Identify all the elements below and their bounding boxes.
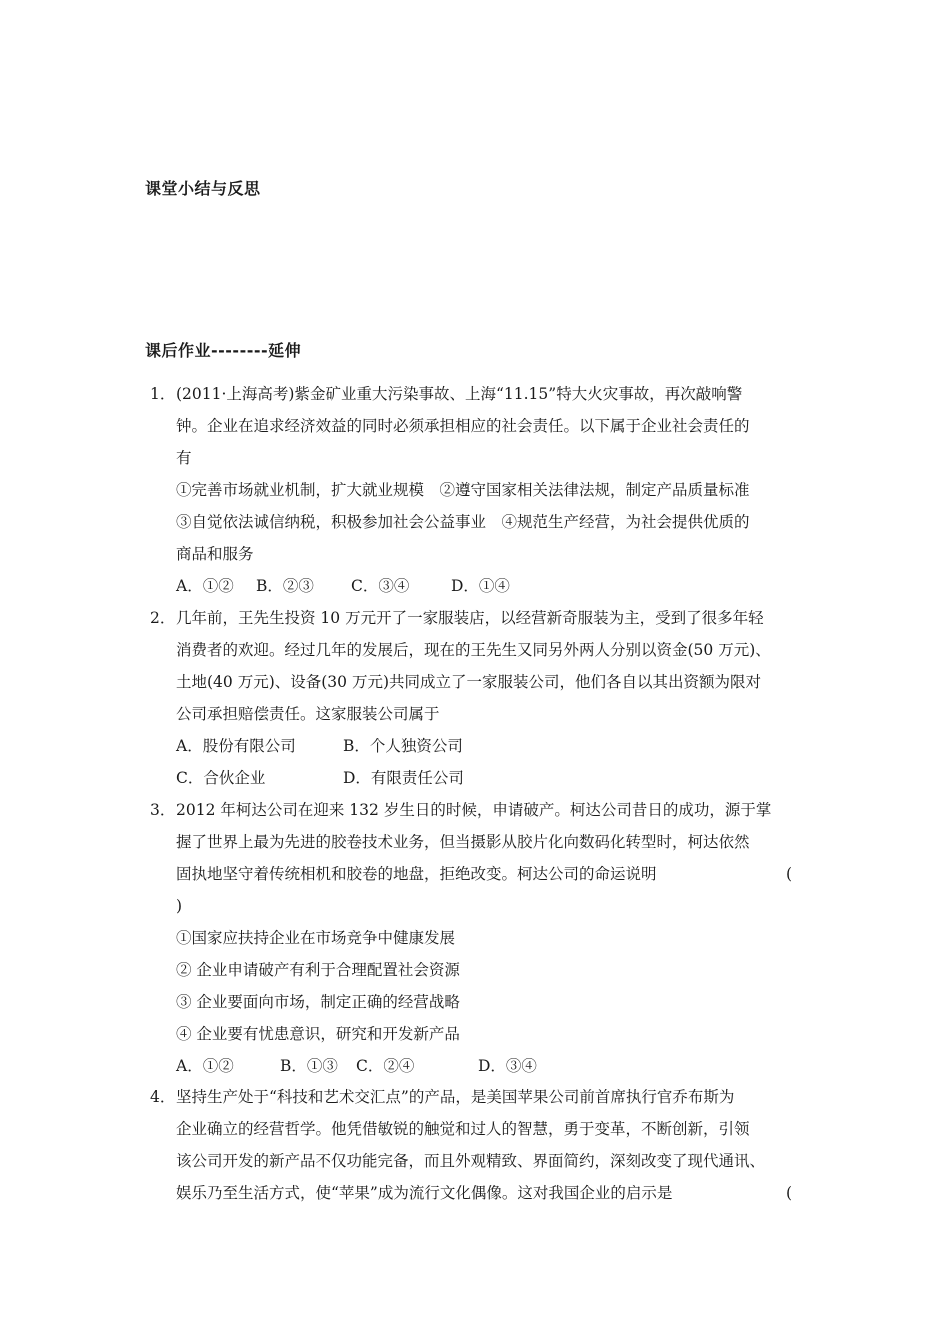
question-text: 握了世界上最为先进的胶卷技术业务，但当摄影从胶片化向数码化转型时，柯达依然	[176, 833, 750, 851]
answer-bracket-close: )	[176, 897, 183, 915]
question-text: 几年前，王先生投资 10 万元开了一家服装店，以经营新奇服装为主，受到了很多年轻	[176, 609, 764, 627]
statement-item: ④ 企业要有忧患意识，研究和开发新产品	[176, 1025, 460, 1043]
statement-item: ①完善市场就业机制，扩大就业规模 ②遵守国家相关法律法规，制定产品质量标准	[176, 481, 750, 499]
question-text: 钟。企业在追求经济效益的同时必须承担相应的社会责任。以下属于企业社会责任的	[176, 417, 750, 435]
option-b[interactable]: B．①③	[280, 1057, 338, 1075]
option-c[interactable]: C．合伙企业	[176, 769, 266, 787]
question-text: 有	[176, 449, 192, 467]
statement-item: ③自觉依法诚信纳税，积极参加社会公益事业 ④规范生产经营，为社会提供优质的	[176, 513, 750, 531]
question-number: 2．	[150, 609, 176, 627]
answer-options	[150, 762, 820, 794]
option-d[interactable]: D．有限责任公司	[343, 769, 464, 787]
statement-item: ③ 企业要面向市场，制定正确的经营战略	[176, 993, 460, 1011]
question-2	[150, 602, 820, 794]
question-4	[150, 1081, 820, 1209]
question-text: 消费者的欢迎。经过几年的发展后，现在的王先生又同另外两人分别以资金(50 万元)、	[176, 641, 771, 659]
answer-bracket-open: (	[785, 1184, 792, 1202]
answer-options	[150, 1050, 820, 1082]
question-1	[150, 378, 820, 602]
question-number: 4．	[150, 1088, 176, 1106]
option-b[interactable]: B．个人独资公司	[343, 737, 463, 755]
option-d[interactable]: D．③④	[478, 1057, 537, 1075]
option-a[interactable]: A．①②	[176, 577, 234, 595]
question-text: 2012 年柯达公司在迎来 132 岁生日的时候，申请破产。柯达公司昔日的成功，源于掌	[176, 801, 772, 819]
option-c[interactable]: C．③④	[351, 577, 410, 595]
answer-bracket-open: (	[785, 865, 792, 883]
option-d[interactable]: D．①④	[451, 577, 510, 595]
question-text: 固执地坚守着传统相机和胶卷的地盘，拒绝改变。柯达公司的命运说明	[176, 865, 657, 883]
answer-options	[150, 730, 820, 762]
question-number: 3．	[150, 801, 176, 819]
section-title-homework: 课后作业--------延伸	[145, 341, 302, 360]
option-b[interactable]: B．②③	[256, 577, 314, 595]
question-3	[150, 794, 820, 1082]
question-number: 1．	[150, 385, 176, 403]
question-text: (2011·上海高考)紫金矿业重大污染事故、上海“11.15”特大火灾事故，再次敲响警	[176, 385, 743, 403]
statement-item: 商品和服务	[176, 545, 254, 563]
option-c[interactable]: C．②④	[356, 1057, 415, 1075]
statement-item: ①国家应扶持企业在市场竞争中健康发展	[176, 929, 456, 947]
statement-item: ② 企业申请破产有利于合理配置社会资源	[176, 961, 460, 979]
question-text: 该公司开发的新产品不仅功能完备，而且外观精致、界面简约，深刻改变了现代通讯、	[176, 1152, 766, 1170]
option-a[interactable]: A．①②	[176, 1057, 234, 1075]
section-title-summary: 课堂小结与反思	[145, 179, 261, 198]
question-text: 企业确立的经营哲学。他凭借敏锐的触觉和过人的智慧，勇于变革，不断创新，引领	[176, 1120, 750, 1138]
question-text: 公司承担赔偿责任。这家服装公司属于	[176, 705, 440, 723]
answer-options	[150, 570, 820, 602]
question-text: 娱乐乃至生活方式，使“苹果”成为流行文化偶像。这对我国企业的启示是	[176, 1184, 673, 1202]
option-a[interactable]: A．股份有限公司	[176, 737, 296, 755]
question-text: 坚持生产处于“科技和艺术交汇点”的产品，是美国苹果公司前首席执行官乔布斯为	[176, 1088, 735, 1106]
question-text: 土地(40 万元)、设备(30 万元)共同成立了一家服装公司，他们各自以其出资额为限对	[176, 673, 761, 691]
